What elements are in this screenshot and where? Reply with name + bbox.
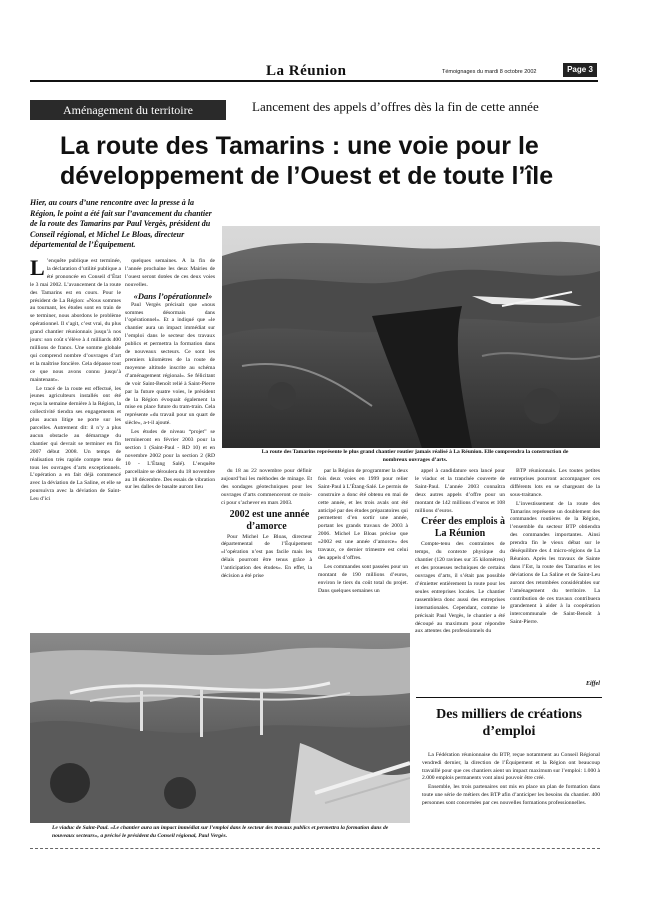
box-text [422,752,600,809]
col2-paragraph-2: Paul Vergès précisait que «nous sommes désormais dans l’opérationnel». Et a indiqué que «le chantier aura un impact immédiat sur l’emploi dans le secteur des travaux publics et permettra la formation dans de nouveaux secteurs. Ce sont les premiers kilomètres de la route de moyenne altitude inscrite au schéma d’aménagement régional». Se félicitant de voir Saint-Benoît relié à Saint-Pierre par la future quatre voies, le président de la Région évoquait également la mise en place future du tram-train. Cela représente «du travail pour un quart de siècle», a-t-il ajouté. [125,301,215,427]
col4-paragraph-1: par la Région de programmer la deux fois deux voies en 1999 pour relier Saint-Paul à L’Étang-Salé. Le permis de construire a donc été obtenu en mai de cette année, et les trois avals ont été anticipé par des études préparatoires qui permettent d’en sortir une année, portant les grands travaux de 2003 à 2006. Michel Le Bloas précise que «2002 est une année d’amorce» des travaux, ce dernier trimestre est celui des appels d’offres. [318,468,408,561]
viaduct-photo-caption: Le viaduc de Saint-Paul. «Le chantier aura un impact immédiat sur l’emploi dans le secteur des travaux publics et permettra la formation dans de nouveaux secteurs», a précisé le président du Conseil régional, Paul Vergès. [52,825,389,839]
article-intro: Hier, au cours d’une rencontre avec la presse à la Région, le point a été fait sur l’avancement du chantier de la route des Tamarins par Paul Vergès, président du Conseil régional, et Michel Le Bloas, directeur départemental de l’Équipement. [30,198,212,249]
landscape-photo-image [222,226,600,448]
article-subtitle: Lancement des appels d’offres dès la fin de cette année [252,99,539,114]
col2-paragraph-1: quelques semaines. À la fin de l’année prochaine les deux Mairies de l’ouest seront dotées de ces deux voies nouvelles. [125,258,215,288]
column-3 [221,468,312,630]
landscape-photo [222,226,600,448]
box-paragraph-2: Ensemble, les trois partenaires ont mis en place un plan de formation dans toute une série de métiers des BTP afin d’anticiper les besoins du chantier. 400 personnes sont concernées par ces nouvelles formations professionnelles. [422,784,600,806]
box-rule [416,697,602,698]
column-5 [415,468,505,683]
col4-paragraph-2: Les commandes sont passées pour un montant de 190 millions d’euros, environ le tiers du coût total du projet. Dans quelques semaines un [318,563,408,594]
col5-paragraph-2: Compte-tenu des contraintes de temps, du contexte physique du chantier (120 ravines sur 35 kilomètres) et des prouesses techniques de certains ouvrages d’arts, il s’était pas possible d’émietter entièrement la route pour les seules entreprises locales. Le chantier rassemblera donc aussi des entreprises internationales. Cependant, comme le précisait Paul Vergès, le chantier a été découpé au maximum pour répondre aux attentes des professionnels du [415,541,505,635]
col6-paragraph-2: L’investissement de la route des Tamarins représente un doublement des commandes routières de la Région, l’ensemble du secteur BTP obtiendra des commandes importantes. Ainsi prendra fin le vieux débat sur le déséquilibre des 4 micro-régions de La Réunion. Après les travaux de Sainte dans l’Est, la route des Tamarins et les déviations de La Saline et de Saint-Leu auront des retombées considérables sur l’aménagement du territoire. La contribution de ces travaux contribuera grandement à aider à la coopération intercommunale de Saint-Benoît à Saint-Pierre. [510,500,600,626]
section-title: La Réunion [266,63,347,79]
viaduct-photo-image [30,633,410,823]
col3-paragraph-1: du 18 au 22 novembre pour définir aujourd’hui les méthodes de minage. Et des sondages géotechniques pour les ouvrages d’arts commenceront ce mois-ci pour s’achever en mars 2003. [221,468,312,506]
col3-subhead: 2002 est une année d’amorce [229,508,310,532]
col3-paragraph-2: Pour Michel Le Bloas, directeur départemental de l’Équipement «l’opération n’est pas facile mais les délais pourront être tenus grâce à l’anticipation des études». En effet, la décision a été prise [221,533,312,580]
page-footer-rule [30,848,600,849]
drop-cap: L [30,258,45,280]
col2-subhead: «Dans l’opérationnel» [133,290,213,301]
header-rule [30,80,598,82]
rubric-banner: Aménagement du territoire [30,100,226,120]
author-signature: Eiffel [586,681,600,687]
column-1 [30,258,121,628]
landscape-photo-caption: La route des Tamarins représente le plus grand chantier routier jamais réalisé à La Réunion. Elle comprendra la construction de nombreux ouvrages d’arts. [261,449,569,463]
col5-paragraph-1: appel à candidature sera lancé pour le viaduc et la tranchée couverte de Saint-Paul. L’année 2003 connaîtra deux autres appels d’offre pour un montant de 142 millions d’euros et 108 millions d’euros. [415,468,505,514]
column-2 [125,258,215,628]
col2-paragraph-3: Les études de niveau “projet” se termineront en février 2003 pour la section 1 (Saint-Paul - RD 10) et en novembre 2002 pour la section 2 (RD 10 - L’Étang Salé). L’enquête parcellaire se déroulera du 18 novembre au 18 décembre. Des essais de vibration sur les dalles de basalte auront lieu [125,429,215,491]
article-headline: La route des Tamarins : une voie pour le développement de l’Ouest et de toute l’île [60,132,554,190]
box-title: Des milliers de créations d’emploi [436,707,582,739]
col1-paragraph-1: ’enquête publique est terminée, la déclaration d’utilité publique a été prononcée en Conseil d’État le 3 mai 2002. L’avancement de la route des Tamarins est en cours. Pour le président de La Région: «Nous sommes au tournant, les études sont en train de se terminer, nous abordons le problème opérationnel. Il s’agit, c’est vrai, du plus grand chantier réunionnais jusqu’à nos jours: son coût s’élève à 4 milliards 400 millions de francs. Une somme globale qui comprend nombre d’ouvrages d’art et la maîtrise foncière. Cela dépasse tout ce que nous avons connu jusqu’à maintenant». [30,258,121,383]
col6-paragraph-1: BTP réunionnais. Les toutes petites entreprises pourront accompagner ces différents lots en se chargeant de la sous-traitance. [510,468,600,498]
column-6 [510,468,600,678]
page-number: Page 3 [563,63,597,77]
col1-paragraph-2: Le tracé de la route est effectué, les jeunes agriculteurs installés ont été reçus la semaine dernière à la Région, la collectivité tiendra ses engagements et plus aucun litige ne porte sur les parcelles. Autrement dit: il n’y a plus aucun obstacle au démarrage du chantier qui devrait se terminer en fin 2007 début 2008. Un temps de réalisation très rapide compte tenu de tous les ouvrages d’arts exceptionnels. L’opération a en fait déjà commencé avec la déviation de La Saline, et elle se poursuivra avec la déviation de Saint-Leu d’ici [30,385,121,503]
issue-date: Témoignages du mardi 8 octobre 2002 [442,69,537,75]
col5-subhead: Créer des emplois à La Réunion [421,516,505,540]
box-paragraph-1: La Fédération réunionnaise du BTP, reçue notamment au Conseil Régional vendredi dernier, la direction de l’Équipement et la Région ont beaucoup travaillé pour que ces chantiers aient un impact maximum sur l’emploi: 1.000 à 2.000 emplois permanents vont ainsi pouvoir être créé. [422,752,600,782]
viaduct-photo [30,633,410,823]
